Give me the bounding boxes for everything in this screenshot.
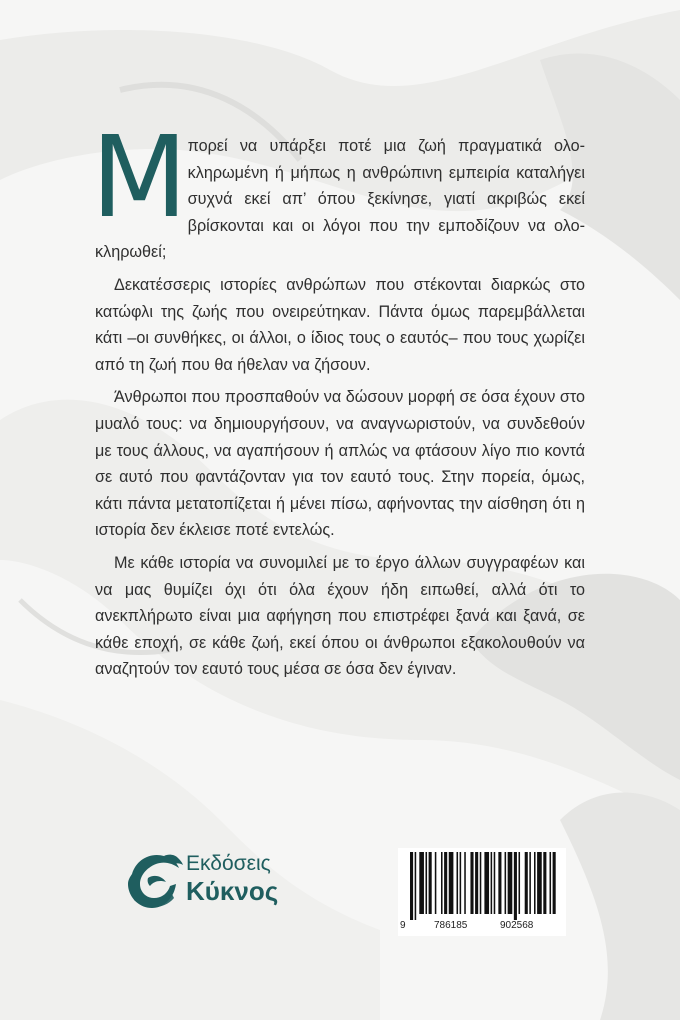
isbn-barcode: [398, 848, 566, 936]
barcode-bar: [444, 852, 447, 914]
barcode-bar: [519, 852, 521, 914]
blurb-paragraph-3: Άνθρωποι που προσπαθούν να δώσουν μορφή σε όσα έχουν στο μυαλό τους: να δημιουργήσουν, να αναγνωριστούν, να συνδεθούν με τους άλλους, να αγαπήσουν ή απλώς να φτάσουν λίγο πιο κοντά σε αυτό που φαντάζονταν για τον εαυτό τους. Στην πορεία, όμως, κάτι πάντα μετατοπίζεται ή μένει πίσω, αφήνοντας την αίσθηση ότι η ιστορία δεν έκλεισε ποτέ εντελώς.: [95, 388, 585, 540]
isbn-digit-group-1: 786185: [434, 920, 468, 931]
barcode-bar: [514, 852, 517, 920]
back-cover-blurb: [91, 113, 585, 689]
blurb-paragraph-2: Δεκατέσσερις ιστορίες ανθρώπων που στέκονται διαρκώς στο κατώφλι της ζωής που ονειρεύτηκαν. Πάντα όμως παρεμβάλλεται κάτι –οι συνθήκες, οι άλλοι, ο ίδιος τους ο εαυτός– που τους χωρίζει από τη ζωή που θα ήθελαν να ζήσουν.: [95, 275, 585, 374]
publisher-name-line-2: Κύκνος: [186, 876, 279, 906]
barcode-bar: [460, 852, 462, 914]
isbn-digit-first: 9: [400, 920, 406, 931]
barcode-bar: [464, 852, 466, 914]
isbn-digit-group-2: 902568: [500, 920, 534, 931]
barcode-bar: [505, 852, 507, 914]
barcode-bar: [410, 852, 413, 920]
swan-logo-icon: [122, 848, 184, 912]
barcode-bar: [470, 852, 473, 914]
barcode-bar: [494, 852, 496, 914]
barcode-bar: [543, 852, 546, 914]
barcode-bar: [508, 852, 513, 914]
blurb-paragraph-1: [91, 113, 585, 266]
blurb-paragraph-1-text: πορεί να υπάρξει ποτέ μια ζωή πραγματικά ολοκληρωμένη ή μήπως η ανθρώπινη εμπειρία καταλήγει συχνά εκεί απ’ όπου ξεκίνησε, γιατί ακριβώς εκεί βρίσκονται και οι λόγοι που την εμποδίζουν να ολοκληρωθεί;: [95, 137, 585, 262]
barcode-bar: [529, 852, 531, 914]
barcode-bars: [398, 848, 566, 920]
barcode-bar: [429, 852, 432, 914]
barcode-bar: [550, 852, 552, 914]
barcode-bar: [498, 852, 501, 914]
barcode-bar: [537, 852, 542, 914]
barcode-bar: [480, 852, 482, 914]
barcode-bar: [449, 852, 454, 914]
barcode-bar: [525, 852, 528, 914]
blurb-paragraph-4: Με κάθε ιστορία να συνομιλεί με το έργο άλλων συγγραφέων και να μας θυμίζει όχι ότι όλα έχουν ήδη ειπωθεί, αλλά ότι το ανεκπλήρωτο είναι μια αφήγηση που επιστρέφει ξανά και ξανά, σε κάθε εποχή, σε κάθε ζωή, εκεί όπου οι άνθρωποι εξακολουθούν να αναζητούν τον εαυτό τους μέσα σε όσα δεν έγιναν.: [95, 553, 585, 679]
drop-cap: Μ: [91, 113, 182, 243]
barcode-bar: [441, 852, 443, 914]
barcode-bar: [457, 852, 459, 914]
barcode-bar: [534, 852, 536, 914]
publisher-name-line-1: Εκδόσεις: [186, 852, 271, 875]
barcode-bar: [491, 852, 493, 914]
barcode-bar: [475, 852, 478, 914]
barcode-bar: [415, 852, 417, 920]
barcode-bar: [435, 852, 437, 914]
barcode-bar: [419, 852, 424, 914]
barcode-bar: [553, 852, 556, 914]
barcode-bar: [426, 852, 428, 914]
publisher-logo: [122, 848, 292, 918]
barcode-bar: [484, 852, 489, 914]
